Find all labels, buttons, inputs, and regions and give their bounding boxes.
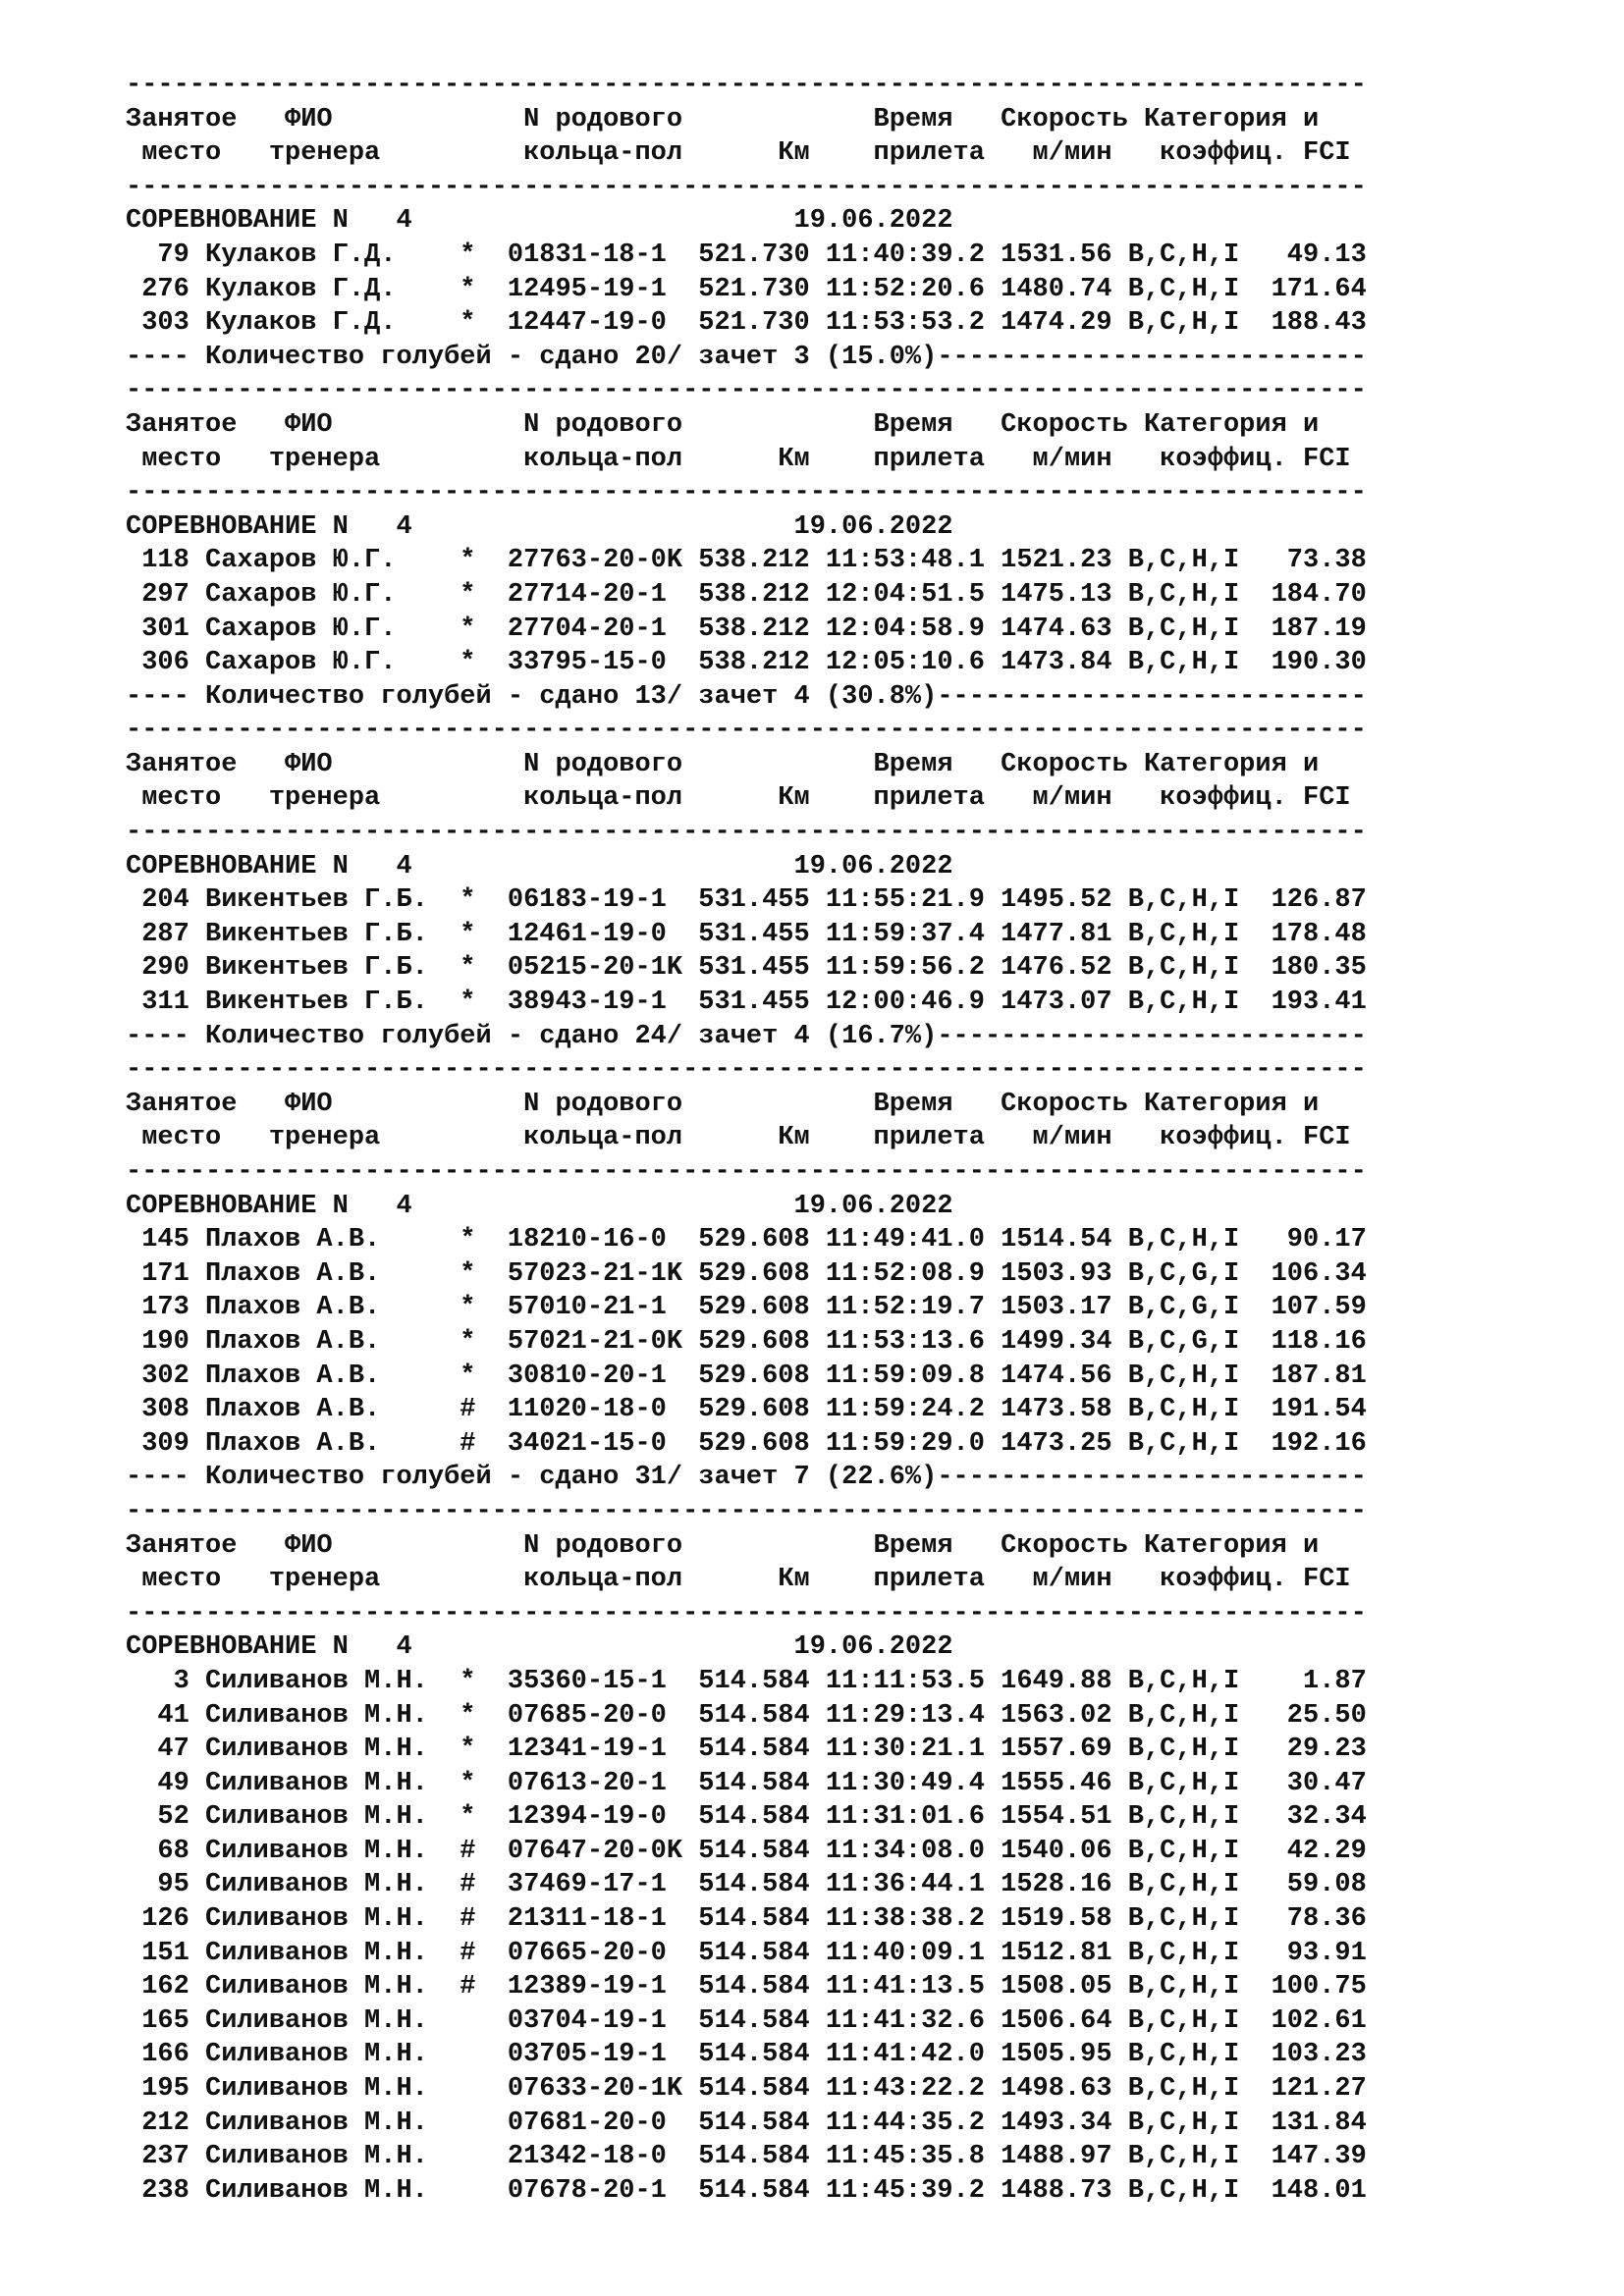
column-header-line-1: Занятое ФИО N родового Время Скорость Категория и [126,409,1320,440]
separator-line: ------------------------------------------------------------------------------ [126,172,1367,202]
result-row: 303 Кулаков Г.Д. * 12447-19-0 521.730 11:53:53.2 1474.29 B,C,H,I 188.43 [126,308,1367,339]
results-printout [126,69,1598,2208]
result-row: 287 Викентьев Г.Б. * 12461-19-0 531.455 11:59:37.4 1477.81 B,C,H,I 178.48 [126,919,1367,949]
result-row: 79 Кулаков Г.Д. * 01831-18-1 521.730 11:40:39.2 1531.56 B,C,H,I 49.13 [126,240,1367,270]
result-row: 166 Силиванов М.Н. 03705-19-1 514.584 11:41:42.0 1505.95 B,C,H,I 103.23 [126,2040,1367,2070]
separator-line: ------------------------------------------------------------------------------ [126,1055,1367,1086]
result-row: 302 Плахов А.В. * 30810-20-1 529.608 11:59:09.8 1474.56 B,C,H,I 187.81 [126,1361,1367,1391]
result-row: 190 Плахов А.В. * 57021-21-0K 529.608 11:53:13.6 1499.34 B,C,G,I 118.16 [126,1326,1367,1357]
result-row: 68 Силиванов М.Н. # 07647-20-0K 514.584 11:34:08.0 1540.06 B,C,H,I 42.29 [126,1836,1367,1866]
result-row: 3 Силиванов М.Н. * 35360-15-1 514.584 11:11:53.5 1649.88 B,C,H,I 1.87 [126,1666,1367,1696]
separator-line: ------------------------------------------------------------------------------ [126,1496,1367,1526]
result-row: 309 Плахов А.В. # 34021-15-0 529.608 11:59:29.0 1473.25 B,C,H,I 192.16 [126,1428,1367,1459]
competition-line: СОРЕВНОВАНИЕ N 4 19.06.2022 [126,206,953,237]
result-row: 290 Викентьев Г.Б. * 05215-20-1K 531.455 11:59:56.2 1476.52 B,C,H,I 180.35 [126,953,1367,984]
column-header-line-1: Занятое ФИО N родового Время Скорость Категория и [126,1530,1320,1561]
result-row: 301 Сахаров Ю.Г. * 27704-20-1 538.212 12:04:58.9 1474.63 B,C,H,I 187.19 [126,614,1367,644]
column-header-line-2: место тренера кольца-пол Км прилета м/мин коэффиц. FCI [126,1565,1351,1595]
result-row: 204 Викентьев Г.Б. * 06183-19-1 531.455 11:55:21.9 1495.52 B,C,H,I 126.87 [126,885,1367,916]
result-row: 145 Плахов А.В. * 18210-16-0 529.608 11:49:41.0 1514.54 B,C,H,I 90.17 [126,1225,1367,1255]
summary-line: ---- Количество голубей - сдано 20/ зачет 3 (15.0%)--------------------------- [126,342,1367,372]
separator-line: ------------------------------------------------------------------------------ [126,818,1367,848]
result-row: 151 Силиванов М.Н. # 07665-20-0 514.584 11:40:09.1 1512.81 B,C,H,I 93.91 [126,1938,1367,1968]
summary-line: ---- Количество голубей - сдано 31/ зачет 7 (22.6%)--------------------------- [126,1463,1367,1493]
result-row: 171 Плахов А.В. * 57023-21-1K 529.608 11:52:08.9 1503.93 B,C,G,I 106.34 [126,1258,1367,1289]
separator-line: ------------------------------------------------------------------------------ [126,71,1367,100]
result-row: 311 Викентьев Г.Б. * 38943-19-1 531.455 12:00:46.9 1473.07 B,C,H,I 193.41 [126,988,1367,1018]
column-header-line-2: место тренера кольца-пол Км прилета м/мин коэффиц. FCI [126,138,1351,169]
column-header-line-2: место тренера кольца-пол Км прилета м/мин коэффиц. FCI [126,444,1351,474]
result-row: 308 Плахов А.В. # 11020-18-0 529.608 11:59:24.2 1473.58 B,C,H,I 191.54 [126,1395,1367,1425]
result-row: 118 Сахаров Ю.Г. * 27763-20-0K 538.212 11:53:48.1 1521.23 B,C,H,I 73.38 [126,546,1367,576]
result-row: 49 Силиванов М.Н. * 07613-20-1 514.584 11:30:49.4 1555.46 B,C,H,I 30.47 [126,1768,1367,1798]
separator-line: ------------------------------------------------------------------------------ [126,1157,1367,1187]
result-row: 212 Силиванов М.Н. 07681-20-0 514.584 11:44:35.2 1493.34 B,C,H,I 131.84 [126,2108,1367,2138]
column-header-line-1: Занятое ФИО N родового Время Скорость Категория и [126,1089,1320,1119]
separator-line: ------------------------------------------------------------------------------ [126,716,1367,746]
competition-line: СОРЕВНОВАНИЕ N 4 19.06.2022 [126,851,953,881]
result-row: 47 Силиванов М.Н. * 12341-19-1 514.584 11:30:21.1 1557.69 B,C,H,I 29.23 [126,1735,1367,1765]
result-row: 297 Сахаров Ю.Г. * 27714-20-1 538.212 12:04:51.5 1475.13 B,C,H,I 184.70 [126,579,1367,610]
competition-line: СОРЕВНОВАНИЕ N 4 19.06.2022 [126,1632,953,1663]
competition-line: СОРЕВНОВАНИЕ N 4 19.06.2022 [126,1191,953,1221]
result-row: 165 Силиванов М.Н. 03704-19-1 514.584 11:41:32.6 1506.64 B,C,H,I 102.61 [126,2005,1367,2036]
result-row: 52 Силиванов М.Н. * 12394-19-0 514.584 11:31:01.6 1554.51 B,C,H,I 32.34 [126,1802,1367,1833]
result-row: 237 Силиванов М.Н. 21342-18-0 514.584 11:45:35.8 1488.97 B,C,H,I 147.39 [126,2142,1367,2172]
result-row: 162 Силиванов М.Н. # 12389-19-1 514.584 11:41:13.5 1508.05 B,C,H,I 100.75 [126,1972,1367,2002]
separator-line: ------------------------------------------------------------------------------ [126,376,1367,406]
result-row: 238 Силиванов М.Н. 07678-20-1 514.584 11:45:39.2 1488.73 B,C,H,I 148.01 [126,2175,1367,2206]
column-header-line-1: Занятое ФИО N родового Время Скорость Категория и [126,749,1320,779]
summary-line: ---- Количество голубей - сдано 24/ зачет 4 (16.7%)--------------------------- [126,1021,1367,1051]
column-header-line-2: место тренера кольца-пол Км прилета м/мин коэффиц. FCI [126,1123,1351,1153]
result-row: 306 Сахаров Ю.Г. * 33795-15-0 538.212 12:05:10.6 1473.84 B,C,H,I 190.30 [126,648,1367,678]
result-row: 195 Силиванов М.Н. 07633-20-1K 514.584 11:43:22.2 1498.63 B,C,H,I 121.27 [126,2074,1367,2105]
result-row: 126 Силиванов М.Н. # 21311-18-1 514.584 11:38:38.2 1519.58 B,C,H,I 78.36 [126,1904,1367,1935]
summary-line: ---- Количество голубей - сдано 13/ зачет 4 (30.8%)--------------------------- [126,681,1367,712]
column-header-line-1: Занятое ФИО N родового Время Скорость Категория и [126,104,1320,134]
result-row: 41 Силиванов М.Н. * 07685-20-0 514.584 11:29:13.4 1563.02 B,C,H,I 25.50 [126,1700,1367,1731]
result-row: 173 Плахов А.В. * 57010-21-1 529.608 11:52:19.7 1503.17 B,C,G,I 107.59 [126,1293,1367,1323]
column-header-line-2: место тренера кольца-пол Км прилета м/мин коэффиц. FCI [126,783,1351,814]
result-row: 276 Кулаков Г.Д. * 12495-19-1 521.730 11:52:20.6 1480.74 B,C,H,I 171.64 [126,274,1367,304]
separator-line: ------------------------------------------------------------------------------ [126,1598,1367,1629]
competition-line: СОРЕВНОВАНИЕ N 4 19.06.2022 [126,511,953,542]
separator-line: ------------------------------------------------------------------------------ [126,478,1367,508]
result-row: 95 Силиванов М.Н. # 37469-17-1 514.584 11:36:44.1 1528.16 B,C,H,I 59.08 [126,1870,1367,1900]
